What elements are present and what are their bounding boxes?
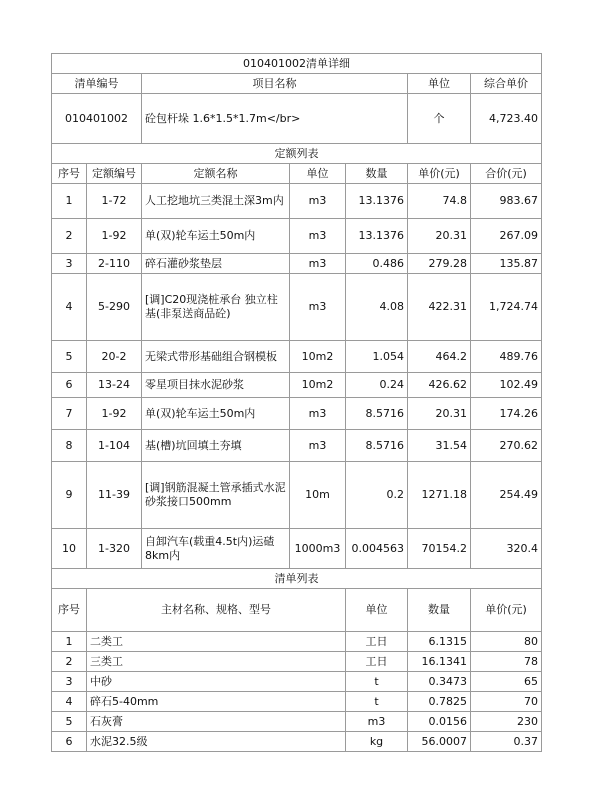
bill-detail-table [51, 53, 542, 752]
quota-seq: 1 [52, 184, 87, 219]
material-unit-price-header: 单价(元) [471, 589, 542, 632]
material-qty: 56.0007 [408, 732, 471, 752]
bill-unit: 个 [408, 94, 471, 144]
quota-qty-header: 数量 [346, 164, 408, 184]
quota-total: 1,724.74 [471, 274, 542, 341]
bill-code: 010401002 [52, 94, 142, 144]
quota-code: 13-24 [87, 373, 142, 398]
quota-row [52, 219, 542, 254]
quota-unit: m3 [290, 274, 346, 341]
quota-name: 无梁式带形基础组合钢模板 [142, 341, 290, 373]
quota-code: 1-92 [87, 219, 142, 254]
material-seq-header: 序号 [52, 589, 87, 632]
quota-qty: 8.5716 [346, 430, 408, 462]
quota-unit-price: 422.31 [408, 274, 471, 341]
material-qty: 6.1315 [408, 632, 471, 652]
quota-qty: 4.08 [346, 274, 408, 341]
quota-seq: 5 [52, 341, 87, 373]
material-name: 水泥32.5级 [87, 732, 346, 752]
material-unit: kg [346, 732, 408, 752]
quota-name: 基(槽)坑回填土夯填 [142, 430, 290, 462]
quota-name: 零星项目抹水泥砂浆 [142, 373, 290, 398]
material-row [52, 632, 542, 652]
material-seq: 4 [52, 692, 87, 712]
material-seq: 2 [52, 652, 87, 672]
quota-section-title: 定额列表 [52, 144, 542, 164]
bill-header-row [52, 74, 542, 94]
quota-unit: m3 [290, 219, 346, 254]
quota-row [52, 462, 542, 529]
quota-unit-price: 74.8 [408, 184, 471, 219]
material-row [52, 672, 542, 692]
bill-price: 4,723.40 [471, 94, 542, 144]
quota-row [52, 184, 542, 219]
material-unit-price: 80 [471, 632, 542, 652]
quota-name: 单(双)轮车运土50m内 [142, 219, 290, 254]
quota-unit: 1000m3 [290, 529, 346, 569]
material-qty-header: 数量 [408, 589, 471, 632]
quota-seq: 6 [52, 373, 87, 398]
quota-code: 1-92 [87, 398, 142, 430]
quota-unit-price: 1271.18 [408, 462, 471, 529]
quota-row [52, 274, 542, 341]
material-seq: 1 [52, 632, 87, 652]
quota-row [52, 254, 542, 274]
quota-total: 983.67 [471, 184, 542, 219]
quota-seq: 7 [52, 398, 87, 430]
material-unit-price: 70 [471, 692, 542, 712]
quota-qty: 0.24 [346, 373, 408, 398]
quota-unit: 10m [290, 462, 346, 529]
quota-row [52, 341, 542, 373]
quota-code: 11-39 [87, 462, 142, 529]
quota-unit-price-header: 单价(元) [408, 164, 471, 184]
quota-unit-header: 单位 [290, 164, 346, 184]
quota-name: 单(双)轮车运土50m内 [142, 398, 290, 430]
material-name: 石灰膏 [87, 712, 346, 732]
material-seq: 5 [52, 712, 87, 732]
material-unit-price: 230 [471, 712, 542, 732]
quota-row [52, 430, 542, 462]
quota-code: 1-72 [87, 184, 142, 219]
quota-unit-price: 70154.2 [408, 529, 471, 569]
material-name-header: 主材名称、规格、型号 [87, 589, 346, 632]
material-unit: 工日 [346, 632, 408, 652]
material-unit-price: 78 [471, 652, 542, 672]
material-unit: t [346, 672, 408, 692]
bill-row [52, 94, 542, 144]
quota-unit-price: 31.54 [408, 430, 471, 462]
material-name: 碎石5-40mm [87, 692, 346, 712]
material-seq: 6 [52, 732, 87, 752]
quota-unit-price: 20.31 [408, 398, 471, 430]
material-qty: 16.1341 [408, 652, 471, 672]
quota-unit: m3 [290, 254, 346, 274]
bill-name-header: 项目名称 [142, 74, 408, 94]
bill-price-header: 综合单价 [471, 74, 542, 94]
material-qty: 0.7825 [408, 692, 471, 712]
quota-seq: 10 [52, 529, 87, 569]
quota-unit: m3 [290, 184, 346, 219]
material-row [52, 692, 542, 712]
quota-name-header: 定额名称 [142, 164, 290, 184]
quota-code: 1-104 [87, 430, 142, 462]
material-unit: 工日 [346, 652, 408, 672]
quota-row [52, 398, 542, 430]
material-qty: 0.0156 [408, 712, 471, 732]
material-unit: m3 [346, 712, 408, 732]
material-row [52, 652, 542, 672]
bill-name: 砼包杆垛 1.6*1.5*1.7m</br> [142, 94, 408, 144]
quota-qty: 0.2 [346, 462, 408, 529]
table-title: 010401002清单详细 [52, 54, 542, 74]
quota-name: 自卸汽车(载重4.5t内)运碴8km内 [142, 529, 290, 569]
quota-header-row [52, 164, 542, 184]
quota-qty: 0.486 [346, 254, 408, 274]
quota-name: 人工挖地坑三类混土深3m内 [142, 184, 290, 219]
quota-unit-price: 426.62 [408, 373, 471, 398]
bill-unit-header: 单位 [408, 74, 471, 94]
material-header-row [52, 589, 542, 632]
bill-code-header: 清单编号 [52, 74, 142, 94]
quota-code: 5-290 [87, 274, 142, 341]
quota-total: 270.62 [471, 430, 542, 462]
material-qty: 0.3473 [408, 672, 471, 692]
quota-unit: m3 [290, 430, 346, 462]
quota-unit: 10m2 [290, 341, 346, 373]
material-name: 中砂 [87, 672, 346, 692]
quota-total: 267.09 [471, 219, 542, 254]
quota-row [52, 529, 542, 569]
quota-total: 102.49 [471, 373, 542, 398]
quota-qty: 13.1376 [346, 184, 408, 219]
quota-unit-price: 20.31 [408, 219, 471, 254]
quota-qty: 8.5716 [346, 398, 408, 430]
quota-code: 20-2 [87, 341, 142, 373]
quota-code: 2-110 [87, 254, 142, 274]
quota-total: 320.4 [471, 529, 542, 569]
quota-seq: 8 [52, 430, 87, 462]
quota-seq: 9 [52, 462, 87, 529]
quota-qty: 0.004563 [346, 529, 408, 569]
quota-name: [调]钢筋混凝土管承插式水泥砂浆接口500mm [142, 462, 290, 529]
quota-unit: 10m2 [290, 373, 346, 398]
material-name: 二类工 [87, 632, 346, 652]
quota-name: 碎石灌砂浆垫层 [142, 254, 290, 274]
quota-code: 1-320 [87, 529, 142, 569]
material-seq: 3 [52, 672, 87, 692]
quota-name: [调]C20现浇桩承台 独立柱基(非泵送商品砼) [142, 274, 290, 341]
quota-seq: 3 [52, 254, 87, 274]
quota-total-header: 合价(元) [471, 164, 542, 184]
quota-total: 135.87 [471, 254, 542, 274]
quota-code-header: 定额编号 [87, 164, 142, 184]
material-row [52, 732, 542, 752]
quota-qty: 1.054 [346, 341, 408, 373]
quota-row [52, 373, 542, 398]
material-unit-price: 65 [471, 672, 542, 692]
quota-unit-price: 279.28 [408, 254, 471, 274]
quota-total: 174.26 [471, 398, 542, 430]
quota-seq-header: 序号 [52, 164, 87, 184]
quota-total: 254.49 [471, 462, 542, 529]
material-name: 三类工 [87, 652, 346, 672]
material-row [52, 712, 542, 732]
material-unit-price: 0.37 [471, 732, 542, 752]
quota-total: 489.76 [471, 341, 542, 373]
quota-seq: 2 [52, 219, 87, 254]
quota-unit-price: 464.2 [408, 341, 471, 373]
quota-unit: m3 [290, 398, 346, 430]
quota-seq: 4 [52, 274, 87, 341]
material-unit-header: 单位 [346, 589, 408, 632]
quota-qty: 13.1376 [346, 219, 408, 254]
material-section-title: 清单列表 [52, 569, 542, 589]
material-unit: t [346, 692, 408, 712]
